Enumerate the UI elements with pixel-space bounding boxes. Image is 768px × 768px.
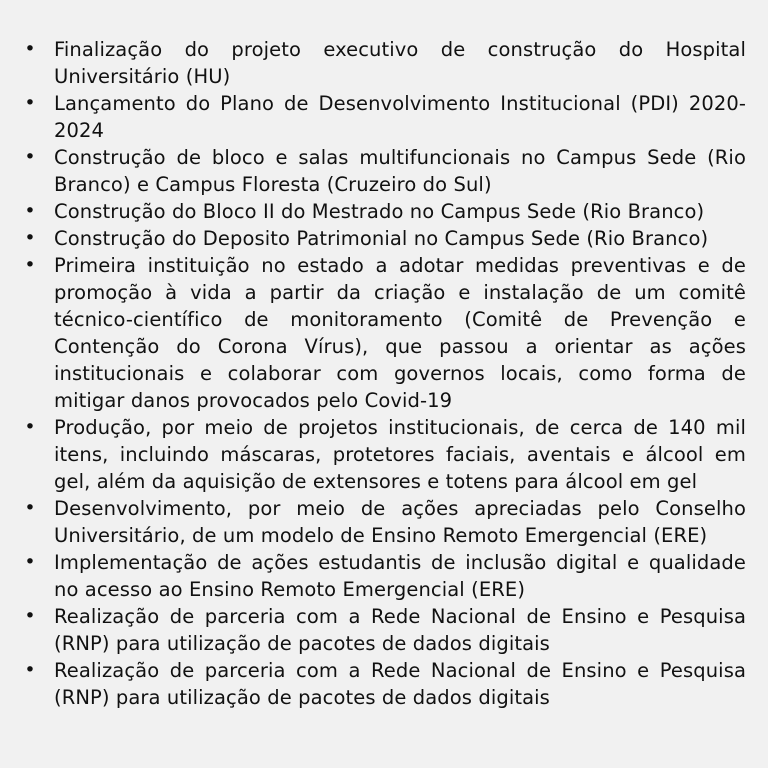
bullet-icon: • — [24, 605, 36, 627]
list-item — [22, 657, 746, 711]
bullet-icon: • — [24, 146, 36, 168]
bullet-icon: • — [24, 92, 36, 114]
bullet-icon: • — [24, 497, 36, 519]
list-item-text: Realização de parceria com a Rede Nacional de Ensino e Pesquisa (RNP) para utilização de pacotes de dados digitais — [54, 605, 746, 655]
list-item — [22, 225, 746, 252]
list-item-text: Lançamento do Plano de Desenvolvimento Institucional (PDI) 2020-2024 — [54, 92, 746, 142]
list-item — [22, 603, 746, 657]
list-item — [22, 549, 746, 603]
list-item-text: Construção do Bloco II do Mestrado no Campus Sede (Rio Branco) — [54, 200, 705, 223]
list-item-text: Realização de parceria com a Rede Nacional de Ensino e Pesquisa (RNP) para utilização de pacotes de dados digitais — [54, 659, 746, 709]
list-item — [22, 36, 746, 90]
bullet-icon: • — [24, 200, 36, 222]
list-item-text: Desenvolvimento, por meio de ações apreciadas pelo Conselho Universitário, de um modelo de Ensino Remoto Emergencial (ERE) — [54, 497, 746, 547]
bullet-icon: • — [24, 254, 36, 276]
list-item-text: Finalização do projeto executivo de construção do Hospital Universitário (HU) — [54, 38, 746, 88]
bullet-icon: • — [24, 38, 36, 60]
list-item — [22, 198, 746, 225]
bullet-icon: • — [24, 227, 36, 249]
bullet-list — [22, 36, 746, 711]
list-item — [22, 144, 746, 198]
list-item — [22, 495, 746, 549]
list-item-text: Construção de bloco e salas multifuncionais no Campus Sede (Rio Branco) e Campus Floresta (Cruzeiro do Sul) — [54, 146, 746, 196]
list-item — [22, 252, 746, 414]
list-item-text: Implementação de ações estudantis de inclusão digital e qualidade no acesso ao Ensino Remoto Emergencial (ERE) — [54, 551, 746, 601]
list-item-text: Primeira instituição no estado a adotar medidas preventivas e de promoção à vida a partir da criação e instalação de um comitê técnico-científico de monitoramento (Comitê de Prevenção e Contenção do Corona Vírus), que passou a orientar as ações institucionais e colaborar com governos locais, como forma de mitigar danos provocados pelo Covid-19 — [54, 254, 746, 412]
list-item-text: Construção do Deposito Patrimonial no Campus Sede (Rio Branco) — [54, 227, 709, 250]
list-item — [22, 90, 746, 144]
list-item — [22, 414, 746, 495]
bullet-icon: • — [24, 659, 36, 681]
bullet-icon: • — [24, 416, 36, 438]
bullet-icon: • — [24, 551, 36, 573]
list-item-text: Produção, por meio de projetos institucionais, de cerca de 140 mil itens, incluindo máscaras, protetores faciais, aventais e álcool em gel, além da aquisição de extensores e totens para álcool em gel — [54, 416, 746, 493]
